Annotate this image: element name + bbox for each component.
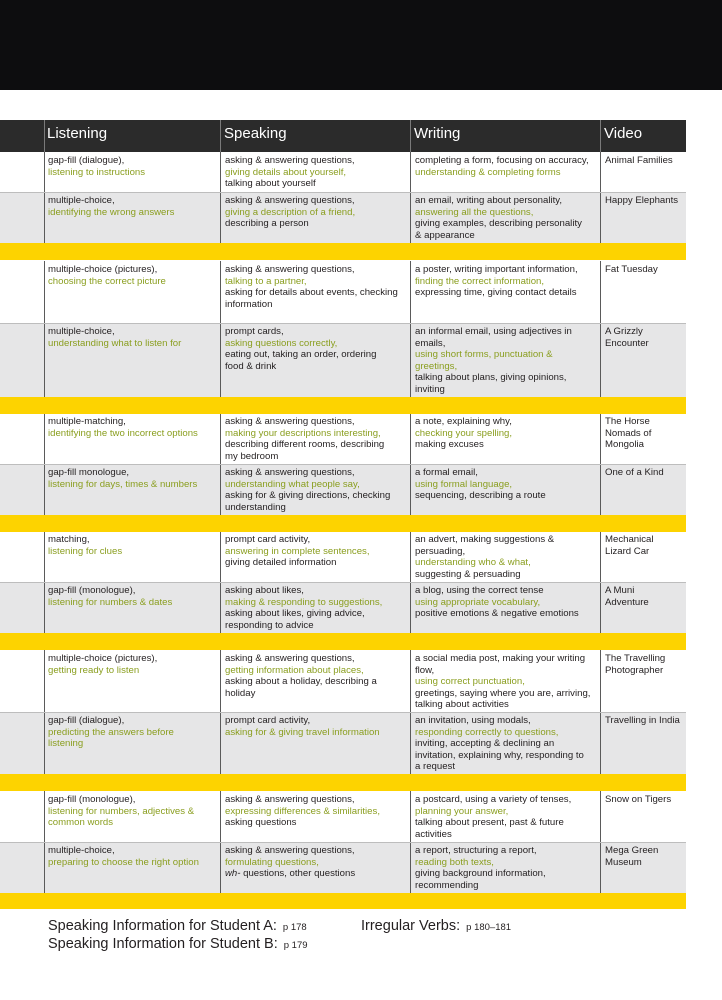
column-divider	[44, 152, 45, 192]
cell-video	[601, 413, 686, 464]
cell-line: talking to a partner,	[225, 275, 307, 287]
header-video: Video	[604, 125, 643, 142]
cell-speaking	[221, 261, 410, 323]
cell-line: getting information about places,	[225, 664, 364, 676]
cell-listening	[44, 650, 220, 712]
cell-line: listening for days, times & numbers	[48, 478, 198, 490]
cell-line: using short forms, punctuation &	[415, 349, 553, 361]
column-divider	[220, 323, 221, 397]
cell-video	[601, 464, 686, 515]
cell-line: gap-fill (dialogue),	[48, 715, 125, 726]
column-divider	[600, 413, 601, 464]
column-divider	[600, 464, 601, 515]
cell-line: asking about likes, giving advice,	[225, 608, 365, 620]
cell-line: giving a description of a friend,	[225, 206, 356, 218]
cell-line: greetings,	[415, 360, 458, 372]
table-row	[0, 192, 686, 243]
italic-term: wh-	[225, 868, 241, 880]
cell-line: making excuses	[415, 439, 484, 451]
cell-line: asking & answering questions,	[225, 416, 355, 427]
cell-line: a report, structuring a report,	[415, 845, 537, 856]
cell-listening	[44, 582, 220, 633]
cell-line	[225, 868, 407, 880]
cell-line: making & responding to suggestions,	[225, 596, 383, 608]
cell-writing	[411, 261, 600, 323]
cell-writing	[411, 531, 600, 582]
cell-line: Adventure	[605, 596, 649, 608]
irregular-verbs-label: Irregular Verbs:	[361, 918, 461, 934]
cell-line: a poster, writing important information,	[415, 264, 578, 275]
cell-line: Nomads of	[605, 427, 652, 439]
table-header	[0, 120, 686, 152]
cell-line: multiple-choice (pictures),	[48, 653, 158, 664]
row-divider	[0, 582, 686, 583]
cell-line: information	[225, 298, 273, 310]
cell-listening	[44, 413, 220, 464]
cell-video	[601, 650, 686, 712]
cell-line: talking about present, past & future	[415, 817, 564, 829]
cell-line: inviting, accepting & declining an	[415, 738, 555, 750]
column-divider	[220, 842, 221, 893]
student-a-label: Speaking Information for Student A:	[48, 918, 277, 934]
student-a-page: p 178	[282, 922, 307, 933]
cell-line: gap-fill (dialogue),	[48, 155, 125, 166]
cell-line: giving examples, describing personality	[415, 218, 582, 230]
cell-line: asking & answering questions,	[225, 195, 355, 206]
column-divider	[220, 152, 221, 192]
cell-line: responding correctly to questions,	[415, 726, 559, 738]
column-divider	[410, 261, 411, 323]
unit-separator-strip	[0, 515, 686, 532]
column-divider	[44, 582, 45, 633]
cell-video	[601, 192, 686, 243]
cell-line: multiple-choice (pictures),	[48, 264, 158, 275]
row-divider	[0, 323, 686, 324]
column-divider	[220, 650, 221, 712]
cell-line: greetings, saying where you are, arriving,	[415, 687, 591, 699]
table-row	[0, 842, 686, 893]
cell-line: Mega Green	[605, 845, 659, 856]
cell-line: positive emotions & negative emotions	[415, 608, 579, 620]
header-divider	[410, 120, 411, 152]
cell-line: Mechanical	[605, 534, 654, 545]
cell-line: prompt card activity,	[225, 534, 311, 545]
unit-separator-strip	[0, 633, 686, 650]
cell-line: Mongolia	[605, 439, 644, 451]
cell-line: describing different rooms, describing	[225, 439, 385, 451]
cell-speaking	[221, 192, 410, 243]
unit-separator-strip	[0, 397, 686, 414]
cell-line: listening for clues	[48, 545, 123, 557]
cell-line: identifying the wrong answers	[48, 206, 175, 218]
cell-line: listening for numbers, adjectives &	[48, 805, 195, 817]
cell-line: an advert, making suggestions &	[415, 534, 555, 545]
cell-line: Lizard Car	[605, 545, 650, 557]
cell-writing	[411, 192, 600, 243]
cell-line: The Travelling	[605, 653, 666, 664]
student-b-reference	[48, 936, 308, 952]
cell-line: a request	[415, 761, 456, 773]
unit-separator-strip	[0, 243, 686, 260]
column-divider	[410, 323, 411, 397]
column-divider	[410, 413, 411, 464]
cell-line: listening to instructions	[48, 166, 146, 178]
row-divider	[0, 842, 686, 843]
cell-line-rest: questions, other questions	[240, 868, 356, 880]
column-divider	[600, 582, 601, 633]
column-divider	[220, 413, 221, 464]
column-divider	[44, 261, 45, 323]
column-divider	[220, 582, 221, 633]
unit-separator-strip	[0, 774, 686, 791]
column-divider	[410, 531, 411, 582]
cell-line: an invitation, using modals,	[415, 715, 531, 726]
table-row	[0, 152, 686, 192]
cell-line: finding the correct information,	[415, 275, 545, 287]
header-divider	[44, 120, 45, 152]
cell-line: emails,	[415, 337, 446, 349]
row-divider	[0, 464, 686, 465]
column-divider	[220, 192, 221, 243]
column-divider	[44, 323, 45, 397]
cell-line: The Horse	[605, 416, 650, 427]
cell-line: Happy Elephants	[605, 195, 679, 206]
header-divider	[600, 120, 601, 152]
cell-line: inviting	[415, 383, 445, 395]
cell-video	[601, 261, 686, 323]
column-divider	[410, 192, 411, 243]
cell-line: asking & answering questions,	[225, 467, 355, 478]
cell-line: formulating questions,	[225, 856, 319, 868]
cell-video	[601, 152, 686, 192]
cell-listening	[44, 791, 220, 842]
header-divider	[220, 120, 221, 152]
cell-line: giving details about yourself,	[225, 166, 347, 178]
table-row	[0, 712, 686, 774]
column-divider	[410, 791, 411, 842]
row-divider	[0, 192, 686, 193]
cell-line: understanding what to listen for	[48, 337, 182, 349]
cell-speaking	[221, 152, 410, 192]
cell-line: responding to advice	[225, 619, 314, 631]
cell-line: gap-fill (monologue),	[48, 585, 136, 596]
cell-line: asking & answering questions,	[225, 794, 355, 805]
cell-line: prompt card activity,	[225, 715, 311, 726]
cell-line: understanding	[225, 501, 286, 513]
column-divider	[410, 712, 411, 774]
cell-line: asking & answering questions,	[225, 845, 355, 856]
irregular-verbs-reference	[361, 918, 511, 934]
column-divider	[410, 152, 411, 192]
cell-line: predicting the answers before	[48, 726, 174, 738]
cell-video	[601, 323, 686, 397]
cell-line: flow,	[415, 664, 435, 676]
cell-line: planning your answer,	[415, 805, 509, 817]
table-row	[0, 323, 686, 397]
table-row	[0, 791, 686, 842]
cell-video	[601, 791, 686, 842]
cell-writing	[411, 842, 600, 893]
cell-line: prompt cards,	[225, 326, 284, 337]
cell-line: sequencing, describing a route	[415, 490, 546, 502]
column-divider	[220, 464, 221, 515]
cell-speaking	[221, 791, 410, 842]
column-divider	[220, 791, 221, 842]
row-divider	[0, 712, 686, 713]
cell-line: common words	[48, 817, 114, 829]
cell-line: multiple-matching,	[48, 416, 126, 427]
cell-line: my bedroom	[225, 450, 279, 462]
cell-line: identifying the two incorrect options	[48, 427, 198, 439]
cell-line: choosing the correct picture	[48, 275, 166, 287]
column-divider	[600, 791, 601, 842]
cell-speaking	[221, 531, 410, 582]
cell-line: matching,	[48, 534, 90, 545]
student-a-reference	[48, 918, 307, 934]
cell-line: holiday	[225, 687, 256, 699]
cell-line: an email, writing about personality,	[415, 195, 563, 206]
cell-speaking	[221, 323, 410, 397]
column-divider	[44, 413, 45, 464]
column-divider	[600, 192, 601, 243]
cell-listening	[44, 323, 220, 397]
cell-line: & appearance	[415, 229, 475, 241]
cell-line: getting ready to listen	[48, 664, 140, 676]
cell-speaking	[221, 650, 410, 712]
cell-line: A Muni	[605, 585, 635, 596]
cell-listening	[44, 464, 220, 515]
cell-listening	[44, 192, 220, 243]
cell-line: giving detailed information	[225, 557, 337, 569]
cell-line: describing a person	[225, 218, 309, 230]
cell-line: using correct punctuation,	[415, 676, 525, 688]
cell-writing	[411, 582, 600, 633]
cell-line: asking for & giving travel information	[225, 726, 380, 738]
column-divider	[220, 261, 221, 323]
cell-line: food & drink	[225, 360, 277, 372]
cell-line: persuading,	[415, 545, 466, 557]
cell-line: understanding what people say,	[225, 478, 360, 490]
cell-line: preparing to choose the right option	[48, 856, 199, 868]
column-divider	[44, 464, 45, 515]
column-divider	[600, 323, 601, 397]
cell-line: Snow on Tigers	[605, 794, 672, 805]
column-divider	[600, 650, 601, 712]
cell-line: asking about likes,	[225, 585, 304, 596]
column-divider	[410, 464, 411, 515]
cell-line: eating out, taking an order, ordering	[225, 349, 377, 361]
table-row	[0, 650, 686, 712]
cell-line: using formal language,	[415, 478, 513, 490]
cell-line: a formal email,	[415, 467, 478, 478]
student-b-page: p 179	[283, 940, 308, 951]
cell-line: asking & answering questions,	[225, 155, 355, 166]
cell-writing	[411, 650, 600, 712]
cell-line: One of a Kind	[605, 467, 664, 478]
table-row	[0, 261, 686, 323]
cell-listening	[44, 712, 220, 774]
column-divider	[44, 791, 45, 842]
column-divider	[44, 531, 45, 582]
cell-line: talking about yourself	[225, 178, 316, 190]
cell-line: understanding & completing forms	[415, 166, 561, 178]
cell-line: answering in complete sentences,	[225, 545, 370, 557]
cell-listening	[44, 261, 220, 323]
column-divider	[600, 842, 601, 893]
column-divider	[600, 261, 601, 323]
column-divider	[600, 152, 601, 192]
cell-line: a blog, using the correct tense	[415, 585, 544, 596]
cell-line: making your descriptions interesting,	[225, 427, 381, 439]
cell-line: multiple-choice,	[48, 845, 115, 856]
top-dark-banner	[0, 0, 722, 90]
cell-listening	[44, 842, 220, 893]
cell-line: recommending	[415, 879, 479, 891]
header-writing: Writing	[414, 125, 461, 142]
column-divider	[44, 192, 45, 243]
cell-line: expressing time, giving contact details	[415, 287, 577, 299]
table-row	[0, 531, 686, 582]
cell-line: a postcard, using a variety of tenses,	[415, 794, 572, 805]
cell-line: answering all the questions,	[415, 206, 534, 218]
cell-speaking	[221, 582, 410, 633]
cell-line: Photographer	[605, 664, 664, 676]
cell-line: talking about plans, giving opinions,	[415, 372, 567, 384]
cell-line: a note, explaining why,	[415, 416, 512, 427]
table-row	[0, 464, 686, 515]
cell-line: checking your spelling,	[415, 427, 513, 439]
cell-line: asking about a holiday, describing a	[225, 676, 377, 688]
cell-line: gap-fill monologue,	[48, 467, 130, 478]
cell-speaking	[221, 842, 410, 893]
cell-writing	[411, 413, 600, 464]
cell-writing	[411, 323, 600, 397]
cell-video	[601, 712, 686, 774]
cell-line: Museum	[605, 856, 642, 868]
cell-writing	[411, 152, 600, 192]
cell-writing	[411, 791, 600, 842]
cell-line: giving background information,	[415, 868, 546, 880]
cell-line: Fat Tuesday	[605, 264, 658, 275]
cell-listening	[44, 531, 220, 582]
cell-line: suggesting & persuading	[415, 568, 521, 580]
column-divider	[44, 842, 45, 893]
cell-line: multiple-choice,	[48, 195, 115, 206]
column-divider	[220, 712, 221, 774]
cell-writing	[411, 464, 600, 515]
column-divider	[600, 712, 601, 774]
table-row	[0, 582, 686, 633]
unit-separator-strip	[0, 893, 686, 909]
cell-line: asking questions	[225, 817, 297, 829]
cell-line: invitation, explaining why, responding to	[415, 749, 584, 761]
cell-line: asking for & giving directions, checking	[225, 490, 391, 502]
cell-speaking	[221, 464, 410, 515]
cell-line: asking for details about events, checking	[225, 287, 398, 299]
column-divider	[410, 582, 411, 633]
cell-line: using appropriate vocabulary,	[415, 596, 541, 608]
cell-video	[601, 842, 686, 893]
column-divider	[410, 650, 411, 712]
column-divider	[410, 842, 411, 893]
cell-line: asking questions correctly,	[225, 337, 338, 349]
cell-line: an informal email, using adjectives in	[415, 326, 572, 337]
student-b-label: Speaking Information for Student B:	[48, 936, 278, 952]
header-listening: Listening	[47, 125, 108, 142]
cell-line: Encounter	[605, 337, 649, 349]
cell-video	[601, 531, 686, 582]
cell-line: reading both texts,	[415, 856, 494, 868]
cell-writing	[411, 712, 600, 774]
cell-line: gap-fill (monologue),	[48, 794, 136, 805]
cell-line: talking about activities	[415, 699, 509, 711]
cell-line: activities	[415, 828, 452, 840]
cell-line: Travelling in India	[605, 715, 680, 726]
cell-line: a social media post, making your writing	[415, 653, 586, 664]
cell-line: completing a form, focusing on accuracy,	[415, 155, 589, 166]
irregular-verbs-page: p 180–181	[466, 922, 512, 933]
cell-line: listening	[48, 738, 84, 750]
cell-line: expressing differences & similarities,	[225, 805, 380, 817]
cell-speaking	[221, 712, 410, 774]
column-divider	[600, 531, 601, 582]
cell-line: understanding who & what,	[415, 557, 531, 569]
cell-line: multiple-choice,	[48, 326, 115, 337]
cell-line: listening for numbers & dates	[48, 596, 173, 608]
cell-listening	[44, 152, 220, 192]
cell-video	[601, 582, 686, 633]
cell-speaking	[221, 413, 410, 464]
header-speaking: Speaking	[224, 125, 287, 142]
column-divider	[220, 531, 221, 582]
column-divider	[44, 712, 45, 774]
cell-line: asking & answering questions,	[225, 264, 355, 275]
cell-line: A Grizzly	[605, 326, 643, 337]
column-divider	[44, 650, 45, 712]
table-row	[0, 413, 686, 464]
cell-line: asking & answering questions,	[225, 653, 355, 664]
cell-line: Animal Families	[605, 155, 673, 166]
